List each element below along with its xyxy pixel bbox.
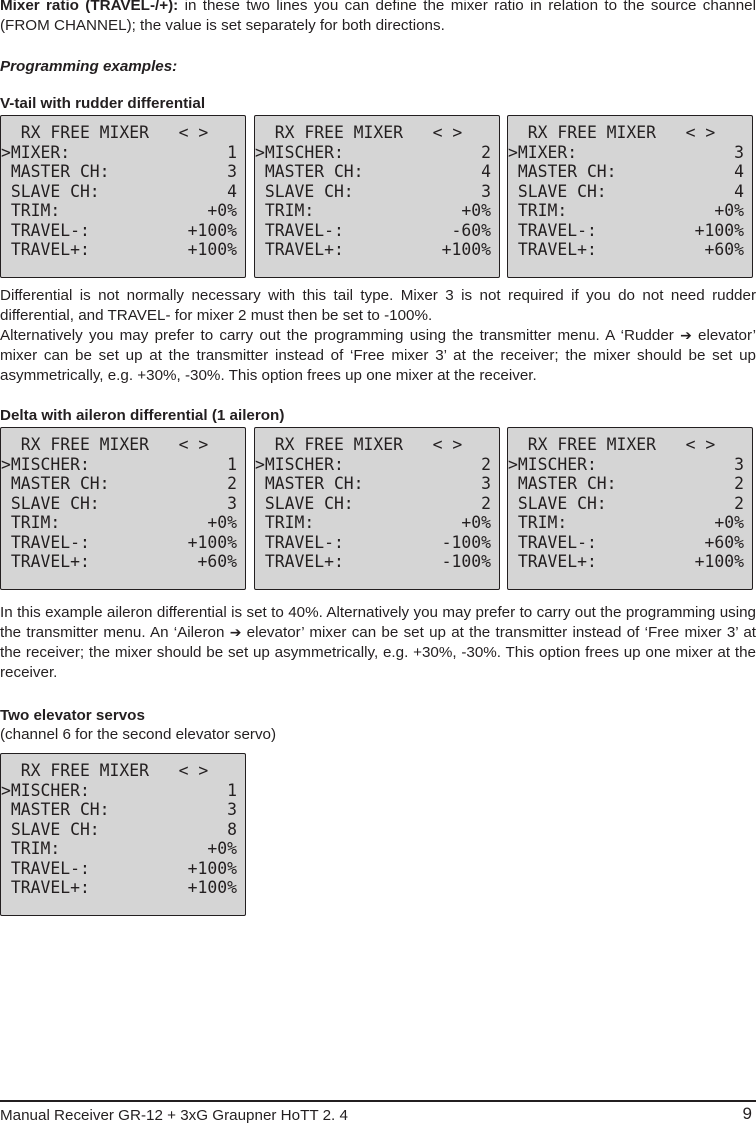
intro-text: in these two lines you can define the mixer ratio in relation to the source channel (FROM CHANNEL); the value is set separately for both directions. xyxy=(0,0,756,34)
elevator-subheading: (channel 6 for the second elevator servo) xyxy=(0,726,277,743)
lcd-value: 1 xyxy=(227,454,237,474)
delta-paragraph xyxy=(0,603,756,683)
lcd-master-row xyxy=(1,474,237,494)
vtail-heading: V-tail with rudder differential xyxy=(0,95,206,112)
lcd-trim-row xyxy=(1,839,237,859)
lcd-label: >MISCHER: xyxy=(255,454,344,474)
lcd-label: TRAVEL+: xyxy=(1,878,90,897)
lcd-travel-minus-row xyxy=(1,533,237,553)
lcd-label: MASTER CH: xyxy=(1,474,110,493)
lcd-title xyxy=(508,435,744,455)
lcd-label: MASTER CH: xyxy=(508,162,617,181)
lcd-master-row xyxy=(508,162,744,182)
lcd-master-row xyxy=(255,162,491,182)
lcd-value: -100% xyxy=(441,532,491,552)
lcd-value: 2 xyxy=(734,474,744,493)
lcd-label: TRIM: xyxy=(1,201,61,220)
lcd-label: TRAVEL+: xyxy=(255,240,344,259)
lcd-travel-minus-row xyxy=(1,859,237,879)
lcd-screen xyxy=(0,427,246,590)
lcd-value: 8 xyxy=(227,819,237,839)
lcd-value: +0% xyxy=(461,201,491,220)
intro-term: Mixer ratio (TRAVEL-/+): xyxy=(0,0,179,14)
lcd-value: 2 xyxy=(481,493,491,513)
lcd-label: >MIXER: xyxy=(1,142,71,162)
lcd-travel-plus-row xyxy=(1,240,237,260)
lcd-value: 3 xyxy=(227,493,237,513)
lcd-trim-row xyxy=(508,513,744,533)
lcd-label: >MISCHER: xyxy=(508,454,597,474)
vtail-paragraph-2-a: Alternatively you may prefer to carry out the programming using the transmitter menu. A ‘Rudder xyxy=(0,327,681,344)
lcd-value: 4 xyxy=(734,181,744,201)
lcd-mixer-row xyxy=(255,455,491,475)
lcd-mixer-row xyxy=(1,781,237,801)
delta-paragraph-a: In this example aileron differential is set to 40%. Alternatively you may prefer to carry out the programming using the transmitter menu. An ‘Aileron xyxy=(0,604,756,641)
footer-divider xyxy=(0,1100,756,1102)
lcd-value: +0% xyxy=(714,201,744,220)
lcd-label: SLAVE CH: xyxy=(1,181,100,201)
lcd-master-row xyxy=(1,162,237,182)
lcd-label: TRIM: xyxy=(255,513,315,532)
lcd-value: 4 xyxy=(227,181,237,201)
lcd-label: RX FREE MIXER < > xyxy=(508,435,716,454)
lcd-label: MASTER CH: xyxy=(508,474,617,493)
lcd-value: +60% xyxy=(704,240,744,259)
lcd-value: 2 xyxy=(481,454,491,474)
lcd-value: +60% xyxy=(704,532,744,552)
lcd-travel-minus-row xyxy=(1,221,237,241)
delta-heading: Delta with aileron differential (1 aileron) xyxy=(0,407,285,424)
lcd-label: TRAVEL-: xyxy=(508,220,597,240)
lcd-label: TRAVEL-: xyxy=(255,220,344,240)
lcd-label: TRAVEL+: xyxy=(508,240,597,259)
lcd-value: 4 xyxy=(481,162,491,181)
lcd-label: RX FREE MIXER < > xyxy=(508,123,716,142)
lcd-label: MASTER CH: xyxy=(1,800,110,819)
lcd-mixer-row xyxy=(255,143,491,163)
lcd-label: TRIM: xyxy=(508,513,568,532)
lcd-label: SLAVE CH: xyxy=(1,819,100,839)
lcd-title xyxy=(1,123,237,143)
vtail-paragraph-1: Differential is not normally necessary with this tail type. Mixer 3 is not required if you do not need rudder differential, and TRAVEL- for mixer 2 must then be set to -100%. xyxy=(0,287,756,324)
lcd-label: TRIM: xyxy=(255,201,315,220)
lcd-master-row xyxy=(1,800,237,820)
lcd-label: SLAVE CH: xyxy=(508,181,607,201)
lcd-value: 1 xyxy=(227,142,237,162)
lcd-travel-plus-row xyxy=(255,552,491,572)
lcd-value: -60% xyxy=(451,220,491,240)
lcd-label: TRIM: xyxy=(1,513,61,532)
lcd-label: MASTER CH: xyxy=(255,162,364,181)
lcd-trim-row xyxy=(1,513,237,533)
lcd-master-row xyxy=(508,474,744,494)
lcd-label: TRAVEL-: xyxy=(1,858,90,878)
lcd-value: 4 xyxy=(734,162,744,181)
lcd-screen xyxy=(0,753,246,916)
lcd-value: 2 xyxy=(227,474,237,493)
lcd-label: TRAVEL+: xyxy=(255,552,344,571)
lcd-label: TRAVEL-: xyxy=(1,220,90,240)
elevator-heading: Two elevator servos xyxy=(0,707,145,724)
lcd-value: +100% xyxy=(187,878,237,897)
lcd-label: RX FREE MIXER < > xyxy=(1,123,209,142)
lcd-screen xyxy=(507,427,753,590)
lcd-travel-plus-row xyxy=(508,552,744,572)
lcd-label: SLAVE CH: xyxy=(1,493,100,513)
lcd-value: +0% xyxy=(207,513,237,532)
lcd-screen xyxy=(0,115,246,278)
lcd-label: SLAVE CH: xyxy=(255,493,354,513)
delta-paragraph-b: elevator’ mixer can be set up at the transmitter instead of ‘Free mixer 3’ at the receiver; the mixer should be set up asymmetrically, e.g. +30%, -30%. This option frees up one mixer at the receiver. xyxy=(0,624,756,681)
lcd-label: MASTER CH: xyxy=(255,474,364,493)
page-number: 9 xyxy=(742,1104,752,1123)
lcd-label: TRAVEL-: xyxy=(508,532,597,552)
lcd-value: 2 xyxy=(481,142,491,162)
lcd-value: +100% xyxy=(187,240,237,259)
vtail-paragraph-2-b: elevator’ mixer can be set up at the transmitter instead of ‘Free mixer 3’ at the receiver; the mixer should be set up asymmetrically, e.g. +30%, -30%. This option frees up one mixer at the receiver. xyxy=(0,327,756,384)
lcd-label: TRAVEL+: xyxy=(1,552,90,571)
lcd-label: TRIM: xyxy=(1,839,61,858)
lcd-slave-row xyxy=(508,182,744,202)
lcd-value: +100% xyxy=(187,858,237,878)
lcd-travel-plus-row xyxy=(255,240,491,260)
lcd-slave-row xyxy=(255,494,491,514)
lcd-value: 3 xyxy=(481,181,491,201)
lcd-screen xyxy=(254,427,500,590)
lcd-value: 3 xyxy=(481,474,491,493)
lcd-mixer-row xyxy=(508,143,744,163)
lcd-label: >MIXER: xyxy=(508,142,578,162)
lcd-value: +0% xyxy=(461,513,491,532)
lcd-label: >MISCHER: xyxy=(255,142,344,162)
lcd-label: SLAVE CH: xyxy=(508,493,607,513)
lcd-label: TRAVEL+: xyxy=(508,552,597,571)
lcd-label: >MISCHER: xyxy=(1,454,90,474)
lcd-travel-minus-row xyxy=(508,533,744,553)
lcd-trim-row xyxy=(1,201,237,221)
lcd-value: +100% xyxy=(187,532,237,552)
lcd-trim-row xyxy=(255,201,491,221)
lcd-mixer-row xyxy=(508,455,744,475)
lcd-value: 3 xyxy=(734,142,744,162)
lcd-title xyxy=(255,123,491,143)
lcd-value: +0% xyxy=(207,839,237,858)
lcd-value: 1 xyxy=(227,780,237,800)
lcd-slave-row xyxy=(1,182,237,202)
lcd-label: TRAVEL+: xyxy=(1,240,90,259)
intro-paragraph xyxy=(0,0,756,36)
programming-examples-heading: Programming examples: xyxy=(0,58,178,75)
lcd-title xyxy=(255,435,491,455)
lcd-travel-plus-row xyxy=(1,878,237,898)
lcd-travel-minus-row xyxy=(255,221,491,241)
lcd-mixer-row xyxy=(1,143,237,163)
vtail-paragraph-2 xyxy=(0,326,756,386)
arrow-right-icon: ➔ xyxy=(229,625,242,641)
lcd-label: TRAVEL-: xyxy=(1,532,90,552)
lcd-title xyxy=(508,123,744,143)
lcd-master-row xyxy=(255,474,491,494)
lcd-slave-row xyxy=(255,182,491,202)
lcd-slave-row xyxy=(1,820,237,840)
lcd-slave-row xyxy=(508,494,744,514)
lcd-title xyxy=(1,435,237,455)
lcd-value: +100% xyxy=(694,552,744,571)
lcd-label: RX FREE MIXER < > xyxy=(1,435,209,454)
lcd-label: TRIM: xyxy=(508,201,568,220)
lcd-value: +0% xyxy=(714,513,744,532)
lcd-slave-row xyxy=(1,494,237,514)
lcd-value: +0% xyxy=(207,201,237,220)
lcd-trim-row xyxy=(508,201,744,221)
lcd-label: TRAVEL-: xyxy=(255,532,344,552)
lcd-label: SLAVE CH: xyxy=(255,181,354,201)
lcd-travel-minus-row xyxy=(255,533,491,553)
footer-title: Manual Receiver GR-12 + 3xG Graupner HoTT 2. 4 xyxy=(0,1107,348,1124)
lcd-value: -100% xyxy=(441,552,491,571)
lcd-travel-plus-row xyxy=(1,552,237,572)
lcd-travel-plus-row xyxy=(508,240,744,260)
lcd-label: >MISCHER: xyxy=(1,780,90,800)
lcd-value: 2 xyxy=(734,493,744,513)
lcd-value: 3 xyxy=(227,162,237,181)
lcd-value: +100% xyxy=(187,220,237,240)
lcd-label: RX FREE MIXER < > xyxy=(255,435,463,454)
lcd-value: +60% xyxy=(197,552,237,571)
arrow-right-icon: ➔ xyxy=(680,328,692,344)
lcd-value: +100% xyxy=(441,240,491,259)
lcd-travel-minus-row xyxy=(508,221,744,241)
lcd-screen xyxy=(507,115,753,278)
lcd-label: MASTER CH: xyxy=(1,162,110,181)
lcd-mixer-row xyxy=(1,455,237,475)
lcd-label: RX FREE MIXER < > xyxy=(1,761,209,780)
lcd-value: 3 xyxy=(227,800,237,819)
lcd-title xyxy=(1,761,237,781)
lcd-trim-row xyxy=(255,513,491,533)
lcd-value: 3 xyxy=(734,454,744,474)
lcd-value: +100% xyxy=(694,220,744,240)
lcd-screen xyxy=(254,115,500,278)
lcd-label: RX FREE MIXER < > xyxy=(255,123,463,142)
